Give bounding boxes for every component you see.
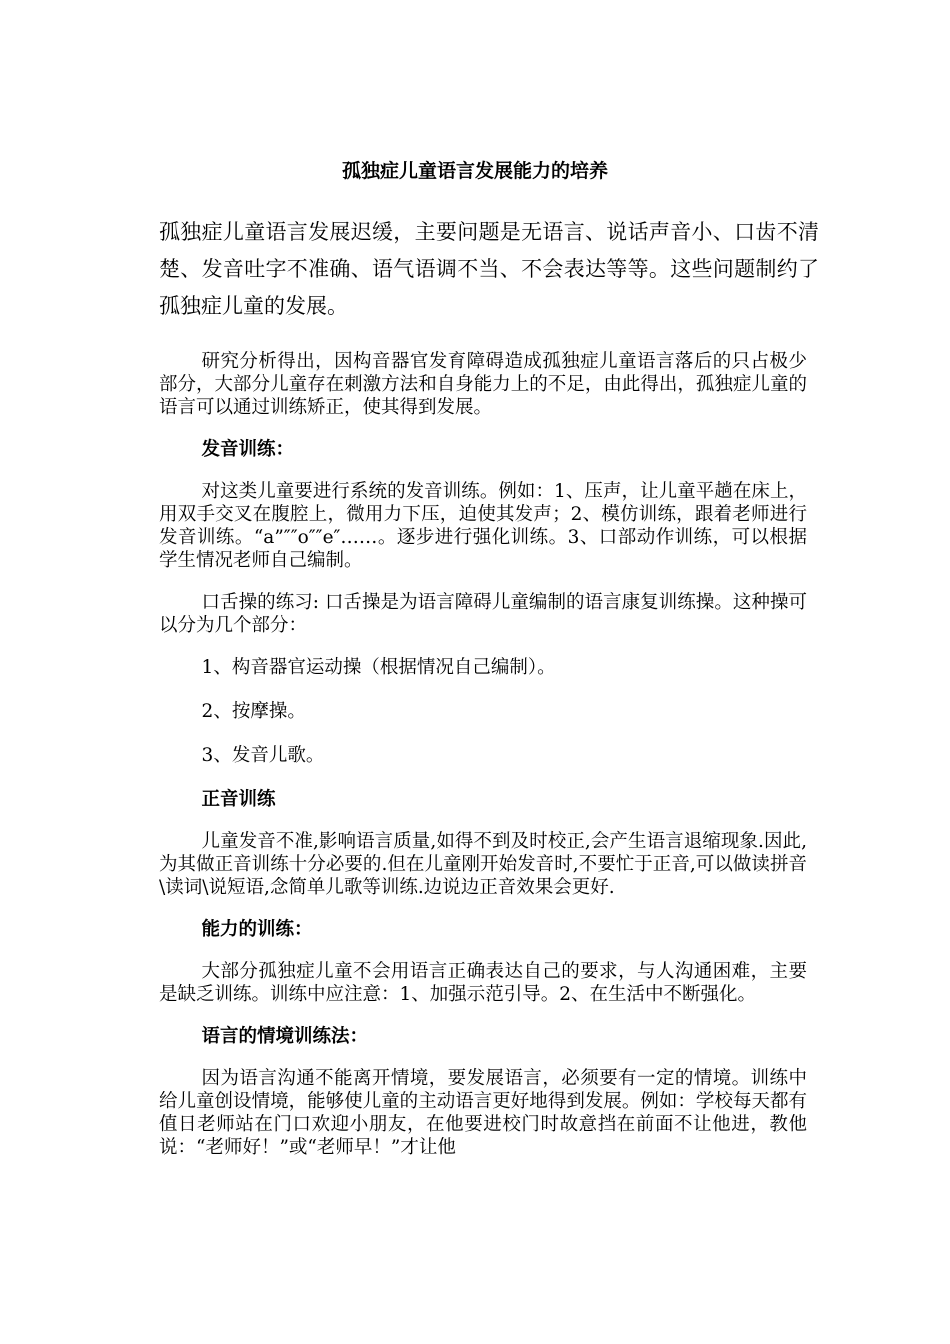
section-heading: 能力的训练： [201, 919, 313, 940]
document-title: 孤独症儿童语言发展能力的培养 [341, 160, 608, 182]
body-paragraph: 大部分孤独症儿童不会用语言正确表达自己的要求，与人沟通困难，主要是缺乏训练。训练中应注意：1、加强示范引导。2、在生活中不断强化。 [159, 961, 807, 1005]
body-paragraph: 研究分析得出，因构音器官发育障碍造成孤独症儿童语言落后的只占极少部分，大部分儿童存在刺激方法和自身能力上的不足，由此得出，孤独症儿童的语言可以通过训练矫正，使其得到发展。 [159, 351, 807, 418]
body-paragraph: 因为语言沟通不能离开情境，要发展语言，必须要有一定的情境。训练中给儿童创设情境，能够使儿童的主动语言更好地得到发展。例如：学校每天都有值日老师站在门口欢迎小朋友，在他要进校门时故意挡在前面不让他进，教他说：“老师好！”或“老师早！”才让他 [159, 1068, 807, 1158]
section-heading: 语言的情境训练法： [201, 1026, 369, 1047]
document-body [159, 350, 807, 1178]
body-paragraph: 儿童发音不准,影响语言质量,如得不到及时校正,会产生语言退缩现象.因此,为其做正音训练十分必要的.但在儿童刚开始发音时,不要忙于正音,可以做读拼音\读词\说短语,念简单儿歌等训练.边说边正音效果会更好. [159, 831, 807, 898]
list-item: 2、按摩操。 [201, 701, 306, 722]
list-item: 1、构音器官运动操（根据情况自己编制）。 [201, 657, 556, 678]
intro-paragraph: 孤独症儿童语言发展迟缓，主要问题是无语言、说话声音小、口齿不清楚、发音吐字不准确、语气语调不当、不会表达等等。这些问题制约了孤独症儿童的发展。 [159, 220, 819, 318]
body-paragraph: 对这类儿童要进行系统的发音训练。例如：1、压声，让儿童平趟在床上，用双手交叉在腹腔上，微用力下压，迫使其发声；2、模仿训练，跟着老师进行发音训练。“a”″″o″″e″……。逐步进行强化训练。3、口部动作训练，可以根据学生情况老师自己编制。 [159, 481, 807, 571]
body-paragraph: 口舌操的练习: 口舌操是为语言障碍儿童编制的语言康复训练操。这种操可以分为几个部分： [159, 592, 807, 636]
list-item: 3、发音儿歌。 [201, 745, 325, 766]
section-heading: 正音训练 [201, 789, 276, 810]
section-heading: 发音训练： [201, 439, 295, 460]
